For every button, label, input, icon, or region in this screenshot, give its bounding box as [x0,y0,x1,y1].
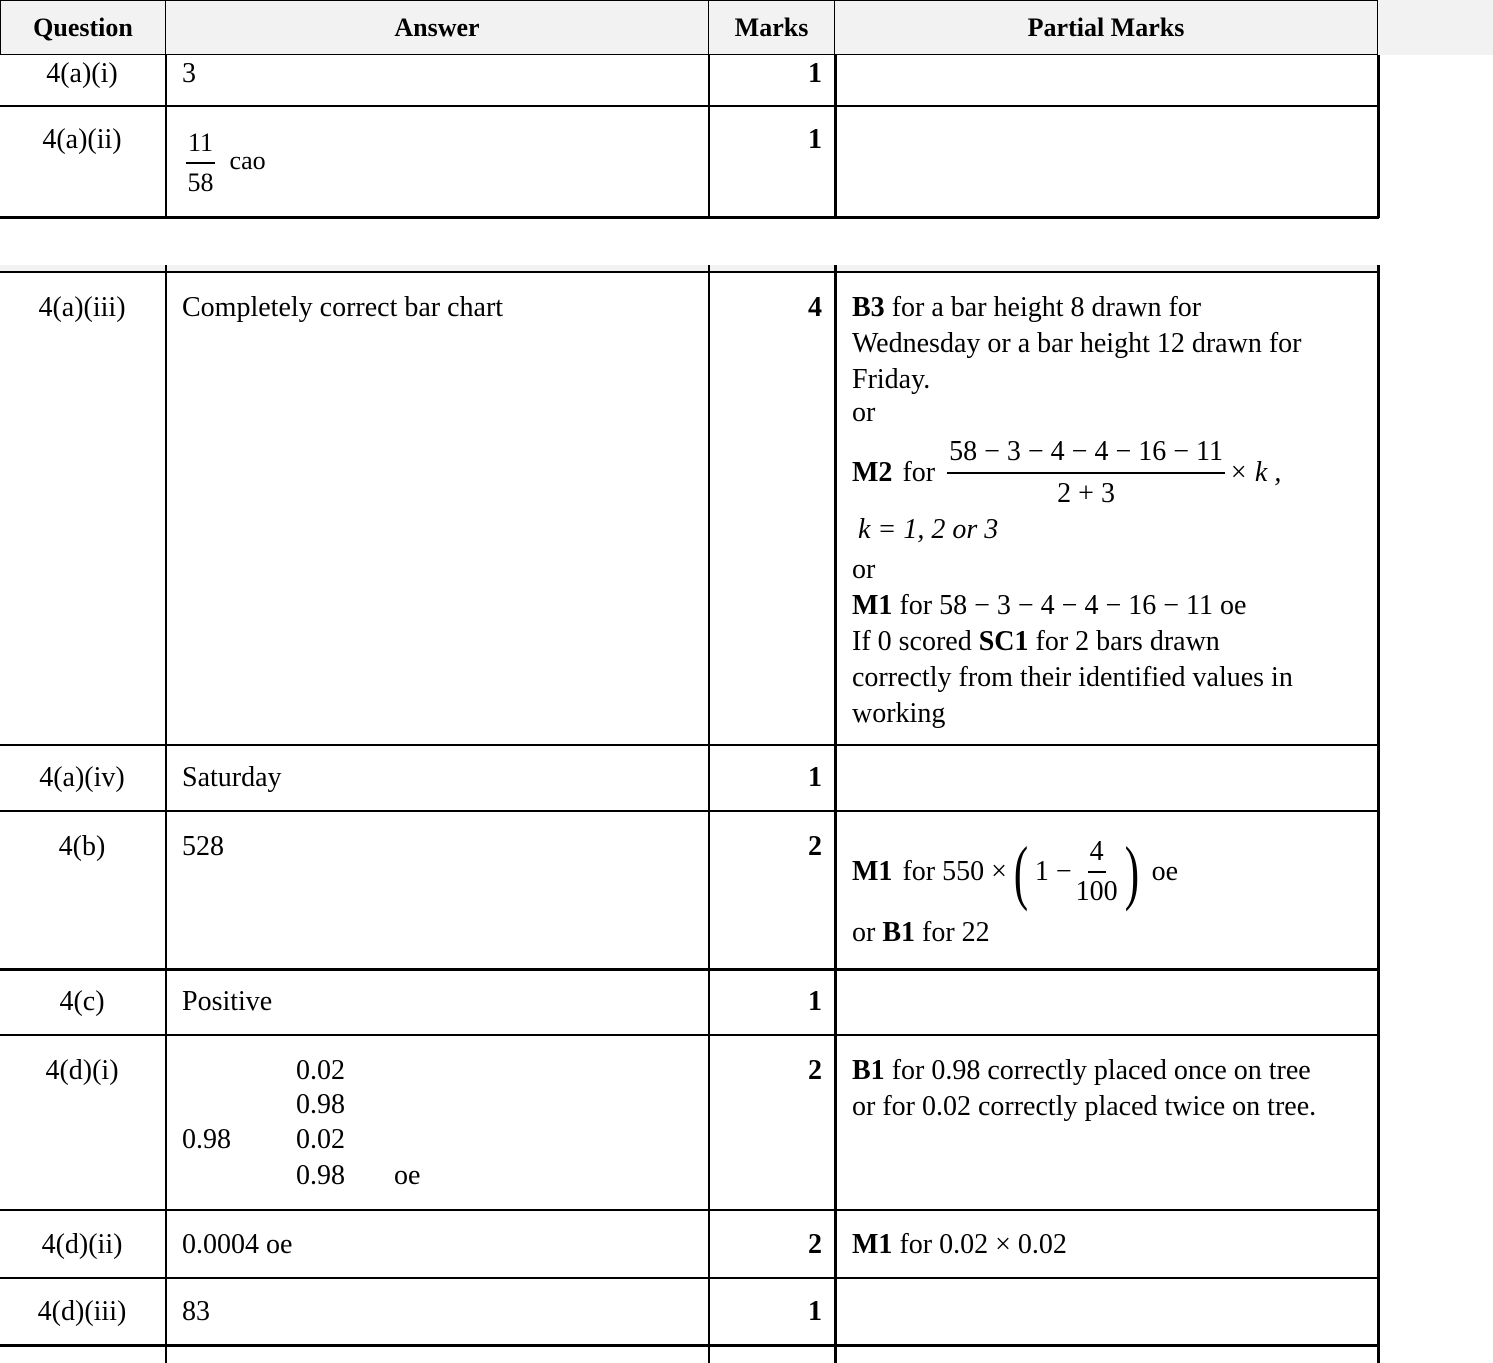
mark-code: M1 [852,1229,893,1260]
t1-col-divider [1377,55,1380,218]
partial-marks-cell [852,1053,1382,1125]
answer-cell: Saturday [182,762,282,793]
answer-cell: Completely correct bar chart [182,292,504,323]
partial-text: for 58 − 3 − 4 − 4 − 16 − 11 oe [899,590,1247,621]
answer-cell: 83 [182,1296,210,1327]
partial-text: × k , [1229,457,1282,488]
row-divider [0,271,1379,273]
partial-marks-cell [852,290,1372,428]
partial-text: for 2 bars drawn [1035,626,1220,657]
marks-cell: 4 [808,292,822,323]
t1-col-divider [165,55,167,218]
mark-code: SC1 [978,626,1029,657]
row-divider [0,968,1379,971]
partial-text: or for 0.02 correctly placed twice on tree. [852,1091,1317,1122]
mark-code: B3 [852,292,885,323]
left-paren: ( [1013,832,1029,912]
m1-expression [852,832,1178,912]
marks-cell: 2 [808,1229,822,1260]
partial-text: k = 1, 2 or 3 [858,514,999,545]
partial-text: or [852,917,876,948]
answer-cell: 0.0004 oe [182,1229,293,1260]
row-divider [0,1277,1379,1279]
t2-col-divider [1377,265,1380,1363]
partial-text: correctly from their identified values in [852,662,1293,693]
question-cell: 4(c) [59,986,105,1017]
fraction-denominator: 2 + 3 [1057,478,1115,509]
row-divider [0,1209,1379,1211]
mark-code: M1 [852,856,893,887]
marks-cell: 1 [808,762,822,793]
tree-value: 0.98 [182,1124,231,1155]
fraction-numerator: 58 − 3 − 4 − 4 − 16 − 11 [947,432,1225,474]
question-cell: 4(d)(ii) [41,1229,123,1260]
partial-marks-cell [852,1227,1372,1263]
tree-value: 0.98 [296,1160,345,1191]
marks-cell: 2 [808,1055,822,1086]
partial-text: Friday. [852,364,931,395]
m1-fraction [1076,833,1118,911]
question-cell: 4(a)(iv) [39,762,125,793]
partial-text: oe [1151,856,1179,887]
row-divider [0,810,1379,812]
partial-text: for 22 [922,917,990,948]
tree-value: 0.98 [296,1089,345,1120]
partial-text: for 550 × [902,856,1007,887]
mark-code: B1 [852,1055,885,1086]
row-divider [0,1344,1379,1347]
partial-text: working [852,698,946,729]
partial-marks-cell-cont [852,512,1372,732]
mark-code: M1 [852,590,893,621]
marks-cell: 1 [808,1296,822,1327]
fraction-numerator: 4 [1088,833,1106,873]
answer-cell: 528 [182,831,224,862]
mark-code: M2 [852,457,893,488]
answer-cell: Positive [182,986,273,1017]
t1-col-divider [708,55,710,218]
question-cell: 4(a)(i) [46,58,118,89]
right-paren: ) [1124,832,1139,912]
partial-text: for 0.98 correctly placed once on tree [891,1055,1311,1086]
t2-col-divider [708,265,710,1363]
question-cell: 4(d)(i) [45,1055,119,1086]
row-divider [0,105,1379,107]
header-filler [1378,0,1493,55]
header-answer: Answer [166,0,709,55]
marks-cell: 1 [808,58,822,89]
partial-text: for a bar height 8 drawn for [891,292,1202,323]
m2-expression [852,432,1281,514]
question-cell: 4(a)(iii) [38,292,126,323]
answer-suffix: cao [229,145,266,175]
row-divider [0,744,1379,746]
marks-cell: 1 [808,124,822,155]
question-cell: 4(b) [58,831,106,862]
marks-cell: 2 [808,831,822,862]
partial-text: 1 − [1034,856,1072,887]
fraction-denominator: 58 [187,168,214,197]
question-cell: 4(a)(ii) [42,124,122,155]
partial-text: for 0.02 × 0.02 [899,1229,1067,1260]
tree-value: 0.02 [296,1055,345,1086]
header-marks: Marks [709,0,835,55]
t2-col-divider [834,265,837,1363]
header-question: Question [0,0,166,55]
question-cell: 4(d)(iii) [37,1296,127,1327]
partial-text: If 0 scored [852,626,972,657]
partial-marks-cell [852,915,1372,951]
partial-text: Wednesday or a bar height 12 drawn for [852,328,1302,359]
answer-cell: 3 [182,58,196,89]
row-divider [0,216,1379,219]
partial-text: for [902,457,936,488]
mark-code: B1 [882,917,916,948]
tree-value: 0.02 [296,1124,345,1155]
tree-note: oe [394,1160,421,1191]
t1-col-divider [834,55,837,218]
fraction-denominator: 100 [1075,876,1118,907]
t2-col-divider [165,265,167,1363]
partial-text: or [852,554,876,585]
header-partial-marks: Partial Marks [835,0,1378,55]
fraction-numerator: 11 [186,124,215,164]
m2-fraction [947,432,1225,514]
partial-text: or [852,397,876,428]
marks-cell: 1 [808,986,822,1017]
row-divider [0,1034,1379,1036]
answer-fraction [186,124,266,202]
